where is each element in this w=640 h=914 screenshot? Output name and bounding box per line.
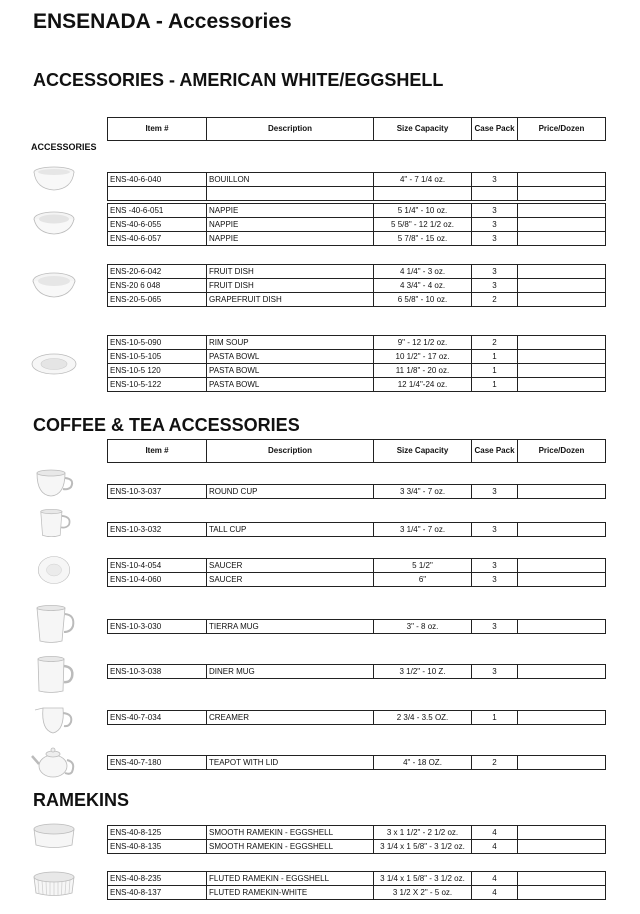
price-dozen <box>518 204 606 218</box>
table-row <box>108 872 606 886</box>
table-row <box>108 573 606 587</box>
group-round-cup <box>107 484 606 499</box>
case-pack: 3 <box>472 573 518 587</box>
item-number: ENS-40-6-040 <box>108 173 207 187</box>
price-dozen <box>518 485 606 499</box>
bowl-icon <box>31 163 77 193</box>
price-dozen <box>518 293 606 307</box>
saucer-icon <box>31 555 77 585</box>
size-capacity: 4" - 18 OZ. <box>374 756 472 770</box>
item-number: ENS-10-4-054 <box>108 559 207 573</box>
size-capacity: 2 3/4 - 3.5 OZ. <box>374 711 472 725</box>
case-pack: 4 <box>472 872 518 886</box>
description: TEAPOT WITH LID <box>207 756 374 770</box>
group-tierra <box>107 619 606 634</box>
item-number: ENS-10-5-122 <box>108 378 207 392</box>
size-capacity: 5 1/4" - 10 oz. <box>374 204 472 218</box>
item-number: ENS -40-6-051 <box>108 204 207 218</box>
tall-cup-icon <box>31 508 77 538</box>
item-number: ENS-40-7-180 <box>108 756 207 770</box>
size-capacity: 4" - 7 1/4 oz. <box>374 173 472 187</box>
item-number: ENS-20 6 048 <box>108 279 207 293</box>
table-row <box>108 232 606 246</box>
group-saucer <box>107 558 606 587</box>
item-number: ENS-20-6-042 <box>108 265 207 279</box>
case-pack: 1 <box>472 711 518 725</box>
item-number: ENS-10-5 120 <box>108 364 207 378</box>
size-capacity: 9" - 12 1/2 oz. <box>374 336 472 350</box>
price-dozen <box>518 218 606 232</box>
group-ramekin-smooth <box>107 825 606 854</box>
size-capacity: 3" - 8 oz. <box>374 620 472 634</box>
table-row <box>108 173 606 187</box>
group-nappie <box>107 203 606 246</box>
table-row <box>108 559 606 573</box>
header-description: Description <box>207 118 374 141</box>
empty-cell <box>518 187 606 201</box>
item-number: ENS-40-8-235 <box>108 872 207 886</box>
size-capacity: 3 x 1 1/2" - 2 1/2 oz. <box>374 826 472 840</box>
table-row <box>108 840 606 854</box>
item-number: ENS-40-8-125 <box>108 826 207 840</box>
header-case: Case Pack <box>472 440 518 463</box>
description: NAPPIE <box>207 232 374 246</box>
item-number: ENS-40-6-055 <box>108 218 207 232</box>
case-pack: 3 <box>472 559 518 573</box>
item-number: ENS-10-4-060 <box>108 573 207 587</box>
section-title-ramekins: RAMEKINS <box>33 790 130 810</box>
item-number: ENS-20-5-065 <box>108 293 207 307</box>
empty-cell <box>207 187 374 201</box>
fruit-dish-icon <box>31 268 77 298</box>
group-fruit <box>107 264 606 307</box>
item-number: ENS-10-3-038 <box>108 665 207 679</box>
case-pack: 3 <box>472 232 518 246</box>
case-pack: 2 <box>472 756 518 770</box>
empty-cell <box>108 187 207 201</box>
item-number: ENS-40-8-137 <box>108 886 207 900</box>
description: GRAPEFRUIT DISH <box>207 293 374 307</box>
size-capacity: 11 1/8" - 20 oz. <box>374 364 472 378</box>
size-capacity: 5 5/8" - 12 1/2 oz. <box>374 218 472 232</box>
size-capacity: 12 1/4"-24 oz. <box>374 378 472 392</box>
price-dozen <box>518 620 606 634</box>
price-dozen <box>518 711 606 725</box>
description: SMOOTH RAMEKIN - EGGSHELL <box>207 826 374 840</box>
tierra-mug-icon <box>31 604 77 644</box>
size-capacity: 3 1/4" - 7 oz. <box>374 523 472 537</box>
header-price: Price/Dozen <box>518 440 606 463</box>
price-dozen <box>518 364 606 378</box>
price-dozen <box>518 350 606 364</box>
description: SAUCER <box>207 559 374 573</box>
item-number: ENS-10-3-030 <box>108 620 207 634</box>
description: CREAMER <box>207 711 374 725</box>
nappie-icon <box>31 207 77 237</box>
case-pack: 3 <box>472 620 518 634</box>
description: PASTA BOWL <box>207 350 374 364</box>
item-number: ENS-10-3-037 <box>108 485 207 499</box>
round-cup-icon <box>31 468 77 498</box>
table-row <box>108 711 606 725</box>
price-dozen <box>518 173 606 187</box>
header-price: Price/Dozen <box>518 118 606 141</box>
group-creamer <box>107 710 606 725</box>
price-dozen <box>518 559 606 573</box>
size-capacity: 4 3/4" - 4 oz. <box>374 279 472 293</box>
header-size: Size Capacity <box>374 118 472 141</box>
header-description: Description <box>207 440 374 463</box>
rim-soup-icon <box>31 348 77 378</box>
page-title: ENSENADA - Accessories <box>33 10 292 33</box>
price-dozen <box>518 826 606 840</box>
group-soup <box>107 335 606 392</box>
size-capacity: 3 1/4 x 1 5/8" - 3 1/2 oz. <box>374 872 472 886</box>
price-dozen <box>518 279 606 293</box>
case-pack: 4 <box>472 840 518 854</box>
description: FRUIT DISH <box>207 279 374 293</box>
description: BOUILLON <box>207 173 374 187</box>
price-dozen <box>518 840 606 854</box>
table-row <box>108 523 606 537</box>
size-capacity: 3 3/4" - 7 oz. <box>374 485 472 499</box>
case-pack: 3 <box>472 265 518 279</box>
fluted-ramekin-icon <box>31 868 77 898</box>
table-row <box>108 279 606 293</box>
case-pack: 1 <box>472 364 518 378</box>
section-title-coffee: COFFEE & TEA ACCESSORIES <box>33 415 300 435</box>
empty-cell <box>374 187 472 201</box>
group-ramekin-fluted <box>107 871 606 900</box>
description: DINER MUG <box>207 665 374 679</box>
teapot-icon <box>31 742 77 780</box>
case-pack: 3 <box>472 523 518 537</box>
table-row <box>108 826 606 840</box>
header-size: Size Capacity <box>374 440 472 463</box>
header-item: Item # <box>108 440 207 463</box>
group-bouillon <box>107 172 606 201</box>
group-tall-cup <box>107 522 606 537</box>
item-number: ENS-40-7-034 <box>108 711 207 725</box>
price-dozen <box>518 665 606 679</box>
description: TIERRA MUG <box>207 620 374 634</box>
case-pack: 1 <box>472 378 518 392</box>
table-row <box>108 378 606 392</box>
table-row <box>108 293 606 307</box>
diner-mug-icon <box>31 655 77 695</box>
size-capacity: 5 7/8" - 15 oz. <box>374 232 472 246</box>
description: SAUCER <box>207 573 374 587</box>
size-capacity: 6" <box>374 573 472 587</box>
case-pack: 3 <box>472 485 518 499</box>
case-pack: 3 <box>472 173 518 187</box>
price-dozen <box>518 232 606 246</box>
description: FRUIT DISH <box>207 265 374 279</box>
description: RIM SOUP <box>207 336 374 350</box>
description: TALL CUP <box>207 523 374 537</box>
table-row <box>108 336 606 350</box>
table-row <box>108 485 606 499</box>
item-number: ENS-40-8-135 <box>108 840 207 854</box>
size-capacity: 10 1/2" - 17 oz. <box>374 350 472 364</box>
table-row <box>108 665 606 679</box>
group-teapot <box>107 755 606 770</box>
price-dozen <box>518 523 606 537</box>
description: ROUND CUP <box>207 485 374 499</box>
item-number: ENS-10-5-105 <box>108 350 207 364</box>
case-pack: 2 <box>472 293 518 307</box>
size-capacity: 4 1/4" - 3 oz. <box>374 265 472 279</box>
item-number: ENS-10-5-090 <box>108 336 207 350</box>
case-pack: 4 <box>472 826 518 840</box>
price-dozen <box>518 756 606 770</box>
smooth-ramekin-icon <box>31 820 77 850</box>
price-dozen <box>518 336 606 350</box>
price-dozen <box>518 872 606 886</box>
description: SMOOTH RAMEKIN - EGGSHELL <box>207 840 374 854</box>
price-dozen <box>518 886 606 900</box>
group-diner <box>107 664 606 679</box>
price-dozen <box>518 378 606 392</box>
table-row <box>108 364 606 378</box>
size-capacity: 3 1/2" - 10 Z. <box>374 665 472 679</box>
description: NAPPIE <box>207 218 374 232</box>
table-row <box>108 204 606 218</box>
case-pack: 3 <box>472 204 518 218</box>
case-pack: 3 <box>472 218 518 232</box>
case-pack: 4 <box>472 886 518 900</box>
description: PASTA BOWL <box>207 378 374 392</box>
creamer-icon <box>31 700 77 736</box>
case-pack: 3 <box>472 665 518 679</box>
table-row <box>108 265 606 279</box>
table-header-american <box>107 117 606 141</box>
item-number: ENS-40-6-057 <box>108 232 207 246</box>
table-row <box>108 350 606 364</box>
size-capacity: 3 1/2 X 2" - 5 oz. <box>374 886 472 900</box>
size-capacity: 5 1/2" <box>374 559 472 573</box>
description: FLUTED RAMEKIN - EGGSHELL <box>207 872 374 886</box>
header-case: Case Pack <box>472 118 518 141</box>
table-row <box>108 187 606 201</box>
description: NAPPIE <box>207 204 374 218</box>
category-label: ACCESSORIES <box>31 142 97 152</box>
table-row <box>108 218 606 232</box>
description: PASTA BOWL <box>207 364 374 378</box>
size-capacity: 3 1/4 x 1 5/8" - 3 1/2 oz. <box>374 840 472 854</box>
table-row <box>108 756 606 770</box>
case-pack: 2 <box>472 336 518 350</box>
table-header-coffee <box>107 439 606 463</box>
item-number: ENS-10-3-032 <box>108 523 207 537</box>
size-capacity: 6 5/8" - 10 oz. <box>374 293 472 307</box>
case-pack: 1 <box>472 350 518 364</box>
price-dozen <box>518 265 606 279</box>
empty-cell <box>472 187 518 201</box>
case-pack: 3 <box>472 279 518 293</box>
header-item: Item # <box>108 118 207 141</box>
price-dozen <box>518 573 606 587</box>
table-row <box>108 886 606 900</box>
description: FLUTED RAMEKIN-WHITE <box>207 886 374 900</box>
table-row <box>108 620 606 634</box>
section-title-american: ACCESSORIES - AMERICAN WHITE/EGGSHELL <box>33 70 444 90</box>
